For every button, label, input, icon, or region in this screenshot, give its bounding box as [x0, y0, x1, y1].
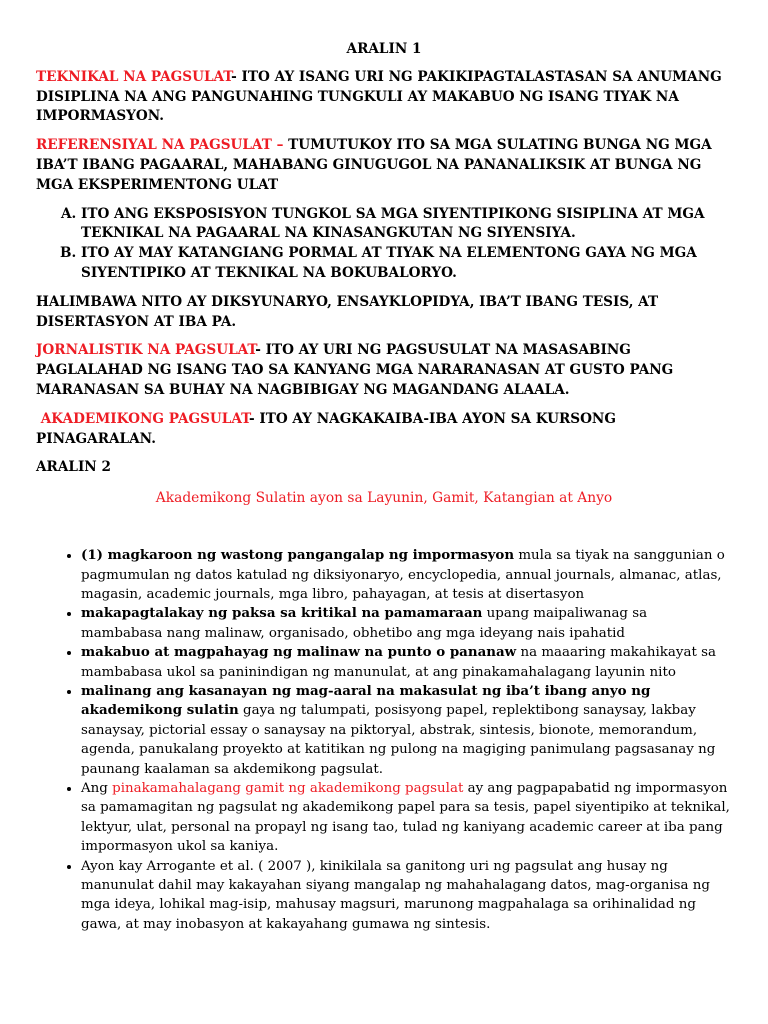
jornalistik-definition: - ITO AY URI NG PAGSUSULAT NA MASASABING PAGLALAHAD NG ISANG TAO SA KANYANG MGA NARARANASAN AT GUSTO PANG MARANASAN SA BUHAY NA NAGBIBIGAY NG MAGANDANG ALAALA.	[36, 342, 674, 398]
akademiko-definition: - ITO AY NAGKAKAIBA-IBA AYON SA KURSONG PINAGARALAN.	[36, 410, 616, 447]
bullet-text: gaya ng talumpati, posisyong papel, replektibong sanaysay, lakbay sanaysay, pictorial essay o sanaysay na piktoryal, abstrak, sintesis, bionote, memorandum, agenda, panukalang proyekto at katitikan ng pulong na magiging panimulang pagsasanay ng paunang kaalaman sa akdemikong pagsulat.	[81, 703, 716, 777]
lesson2-title: ARALIN 2	[36, 459, 111, 476]
akademiko-term: AKADEMIKONG PAGSULAT	[40, 410, 249, 427]
lesson1-title: ARALIN 1	[346, 41, 422, 57]
teknikal-definition: - ITO AY ISANG URI NG PAKIKIPAGTALASTASAN SA ANUMANG DISIPLINA NA ANG PANGUNAHING TUNGKULI AY MAKABUO NG ISANG TIYAK NA IMPORMASYON.	[36, 68, 722, 125]
bullet-text: ay ang pagpapabatid ng impormasyon sa pamamagitan ng pagsulat ng akademikong papel para sa tesis, papel siyentipiko at teknikal, lektyur, ulat, personal na propayl ng isang tao, tulad ng kaniyang academic career at iba pang impormasyon ukol sa kaniya.	[81, 781, 730, 855]
bullet-lead: makapagtalakay ng paksa sa kritikal na pamamaraan	[81, 605, 483, 622]
bullet-lead: malinang ang kasanayan ng mag-aaral na makasulat ng iba’t ibang anyo ng akademikong sulatin	[81, 682, 651, 719]
referensiyal-term: REFERENSIYAL NA PAGSULAT –	[36, 137, 284, 154]
list-item	[81, 857, 732, 935]
bullet-text: na maaaring makahikayat sa mambabasa ukol sa paninindigan ng manunulat, at ang pinakamahalagang layunin nito	[81, 645, 716, 680]
bullet-text: mula sa tiyak na sanggunian o pagmumulan ng datos katulad ng diksiyonaryo, encyclopedia, annual journals, almanac, atlas, magasin, academic journals, mga libro, pahayagan, at tesis at disertasyon	[81, 548, 725, 602]
lesson2-bullet-list	[36, 546, 732, 934]
examples-paragraph: HALIMBAWA NITO AY DIKSYUNARYO, ENSAYKLOPIDYA, IBA’T IBANG TESIS, AT DISERTASYON AT IBA PA.	[36, 293, 659, 330]
list-item	[81, 682, 732, 779]
bullet-lead: (1) magkaroon ng wastong pangangalap ng impormasyon	[81, 547, 515, 564]
jornalistik-term: JORNALISTIK NA PAGSULAT	[36, 342, 256, 359]
referensiyal-definition: TUMUTUKOY ITO SA MGA SULATING BUNGA NG MGA IBA’T IBANG PAGAARAL, MAHABANG GINUGUGOL NA PANANALIKSIK AT BUNGA NG MGA EKSPERIMENTONG ULAT	[36, 137, 712, 193]
bullet-text: upang maipaliwanag sa mambabasa nang malinaw, organisado, obhetibo ang mga ideyang nais ipahatid	[81, 606, 648, 641]
list-item	[81, 643, 732, 682]
akademiko-paragraph	[36, 410, 732, 450]
list-item: A. ITO ANG EKSPOSISYON TUNGKOL SA MGA SIYENTIPIKONG SISIPLINA AT MGA TEKNIKAL NA PAGAARAL NA KINASANGKUTAN NG SIYENSIYA.	[81, 205, 732, 245]
bullet-lead: makabuo at magpahayag ng malinaw na punto o pananaw	[81, 644, 517, 661]
list-item	[81, 604, 732, 643]
list-item: B. ITO AY MAY KATANGIANG PORMAL AT TIYAK NA ELEMENTONG GAYA NG MGA SIYENTIPIKO AT TEKNIKAL NA BOKUBALORYO.	[81, 244, 732, 284]
bullet-text: Ayon kay Arrogante et al. ( 2007 ), kinikilala sa ganitong uri ng pagsulat ang husay ng manunulat dahil may kakayahan siyang mangalap ng mahahalagang datos, mag-organisa ng mga ideya, lohikal mag-isip, mahusay magsuri, marunong magpahalaga sa orihinalidad ng gawa, at may inobasyon at kakayahang gumawa ng sintesis.	[81, 858, 710, 932]
bullet-highlight: pinakamahalagang gamit ng akademikong pagsulat	[112, 781, 464, 797]
list-item	[81, 546, 732, 604]
teknikal-paragraph	[36, 68, 732, 127]
teknikal-term: TEKNIKAL NA PAGSULAT	[36, 68, 232, 85]
jornalistik-paragraph	[36, 341, 732, 400]
referensiyal-paragraph	[36, 136, 732, 195]
lesson2-subtitle: Akademikong Sulatin ayon sa Layunin, Gamit, Katangian at Anyo	[155, 490, 613, 507]
referensiyal-list	[36, 205, 732, 284]
bullet-prefix: Ang	[81, 781, 113, 797]
list-item	[81, 779, 732, 857]
